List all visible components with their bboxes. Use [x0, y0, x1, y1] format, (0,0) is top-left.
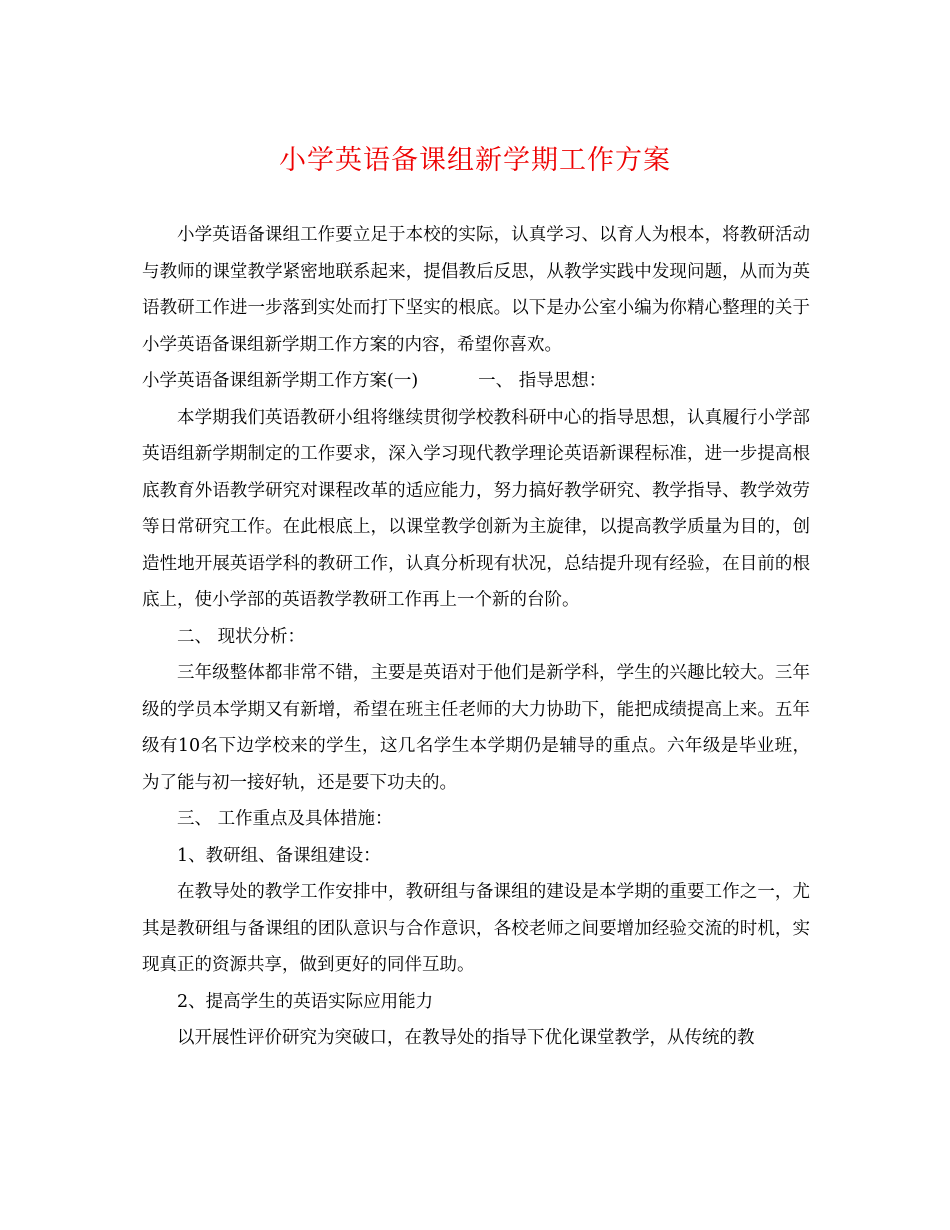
item2-paragraph: 以开展性评价研究为突破口，在教导处的指导下优化课堂教学，从传统的教 — [177, 1028, 755, 1048]
intro-paragraph: 小学英语备课组工作要立足于本校的实际，认真学习、以育人为根本，将教研活动与教师的课堂教学紧密地联系起来，提倡教后反思，从教学实践中发现问题，从而为英语教研工作进一步落到实处而打下坚实的根底。以下是办公室小编为你精心整理的关于小学英语备课组新学期工作方案的内容，希望你喜欢。 — [142, 225, 810, 355]
section1-paragraph: 本学期我们英语教研小组将继续贯彻学校教科研中心的指导思想，认真履行小学部英语组新学期制定的工作要求，深入学习现代教学理论英语新课程标准，进一步提高根底教育外语教学研究对课程改革的适应能力，努力搞好教学研究、教学指导、教学效劳等日常研究工作。在此根底上，以课堂教学创新为主旋律，以提高教学质量为目的，创造性地开展英语学科的教研工作，认真分析现有状况，总结提升现有经验，在目前的根底上，使小学部的英语教学教研工作再上一个新的台阶。 — [142, 407, 810, 610]
item1-heading: 1、教研组、备课组建设： — [177, 845, 381, 866]
section1-heading: 一、 指导思想： — [478, 371, 607, 391]
plan-heading-line — [142, 363, 810, 400]
section3-heading: 三、 工作重点及具体措施： — [177, 809, 393, 829]
item2-heading: 2、提高学生的英语实际应用能力 — [177, 991, 434, 1012]
plan-heading: 小学英语备课组新学期工作方案(一) — [142, 371, 419, 391]
document-body — [142, 217, 810, 1057]
document-title: 小学英语备课组新学期工作方案 — [279, 145, 671, 176]
item1-paragraph: 在教导处的教学工作安排中，教研组与备课组的建设是本学期的重要工作之一，尤其是教研组与备课组的团队意识与合作意识，各校老师之间要增加经验交流的时机，实现真正的资源共享，做到更好的同伴互助。 — [142, 882, 810, 975]
section2-heading: 二、 现状分析： — [177, 626, 306, 647]
section2-paragraph: 三年级整体都非常不错，主要是英语对于他们是新学科，学生的兴趣比较大。三年级的学员本学期又有新增，希望在班主任老师的大力协助下，能把成绩提高上来。五年级有10名下边学校来的学生，这几名学生本学期仍是辅导的重点。六年级是毕业班，为了能与初一接好轨，还是要下功夫的。 — [142, 663, 810, 793]
